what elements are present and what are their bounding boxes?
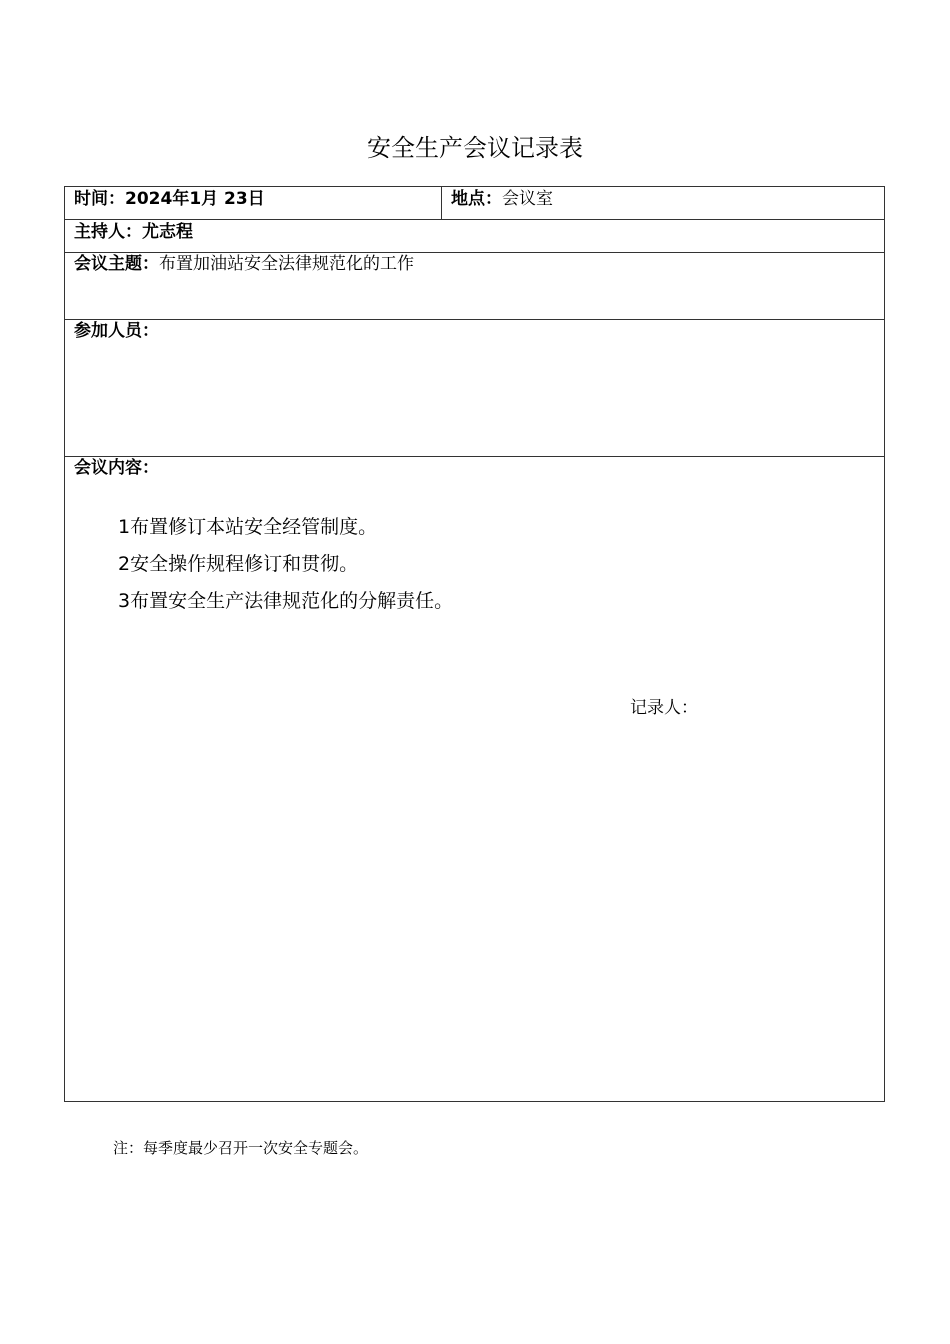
location-label: 地点： [451,189,502,209]
content-list [118,509,453,620]
time-label: 时间： [74,189,125,209]
page-title: 安全生产会议记录表 [367,134,583,162]
attendees-label: 参加人员： [74,321,159,341]
attendees-row [65,320,884,457]
host-label: 主持人： [74,222,142,242]
topic-value: 布置加油站安全法律规范化的工作 [159,254,414,274]
content-field [74,456,159,480]
footnote: 注：每季度最少召开一次安全专题会。 [113,1139,369,1157]
host-value: 尤志程 [142,222,193,242]
location-field [451,187,553,211]
list-item: 2安全操作规程修订和贯彻。 [118,553,359,575]
host-field [74,220,193,244]
recorder-label: 记录人： [630,698,698,718]
time-location-row [65,187,884,220]
content-row [65,457,884,1101]
time-field [74,187,265,211]
time-value: 2024年1月 23日 [125,189,265,209]
location-value: 会议室 [502,189,553,209]
list-item: 3布置安全生产法律规范化的分解责任。 [118,590,454,612]
attendees-field [74,319,159,343]
list-item: 1布置修订本站安全经管制度。 [118,516,378,538]
content-label: 会议内容： [74,458,159,478]
topic-field [74,252,414,276]
cell-divider [441,187,442,219]
host-row [65,220,884,253]
topic-label: 会议主题： [74,254,159,274]
meeting-record-table [64,186,885,1102]
topic-row [65,253,884,320]
